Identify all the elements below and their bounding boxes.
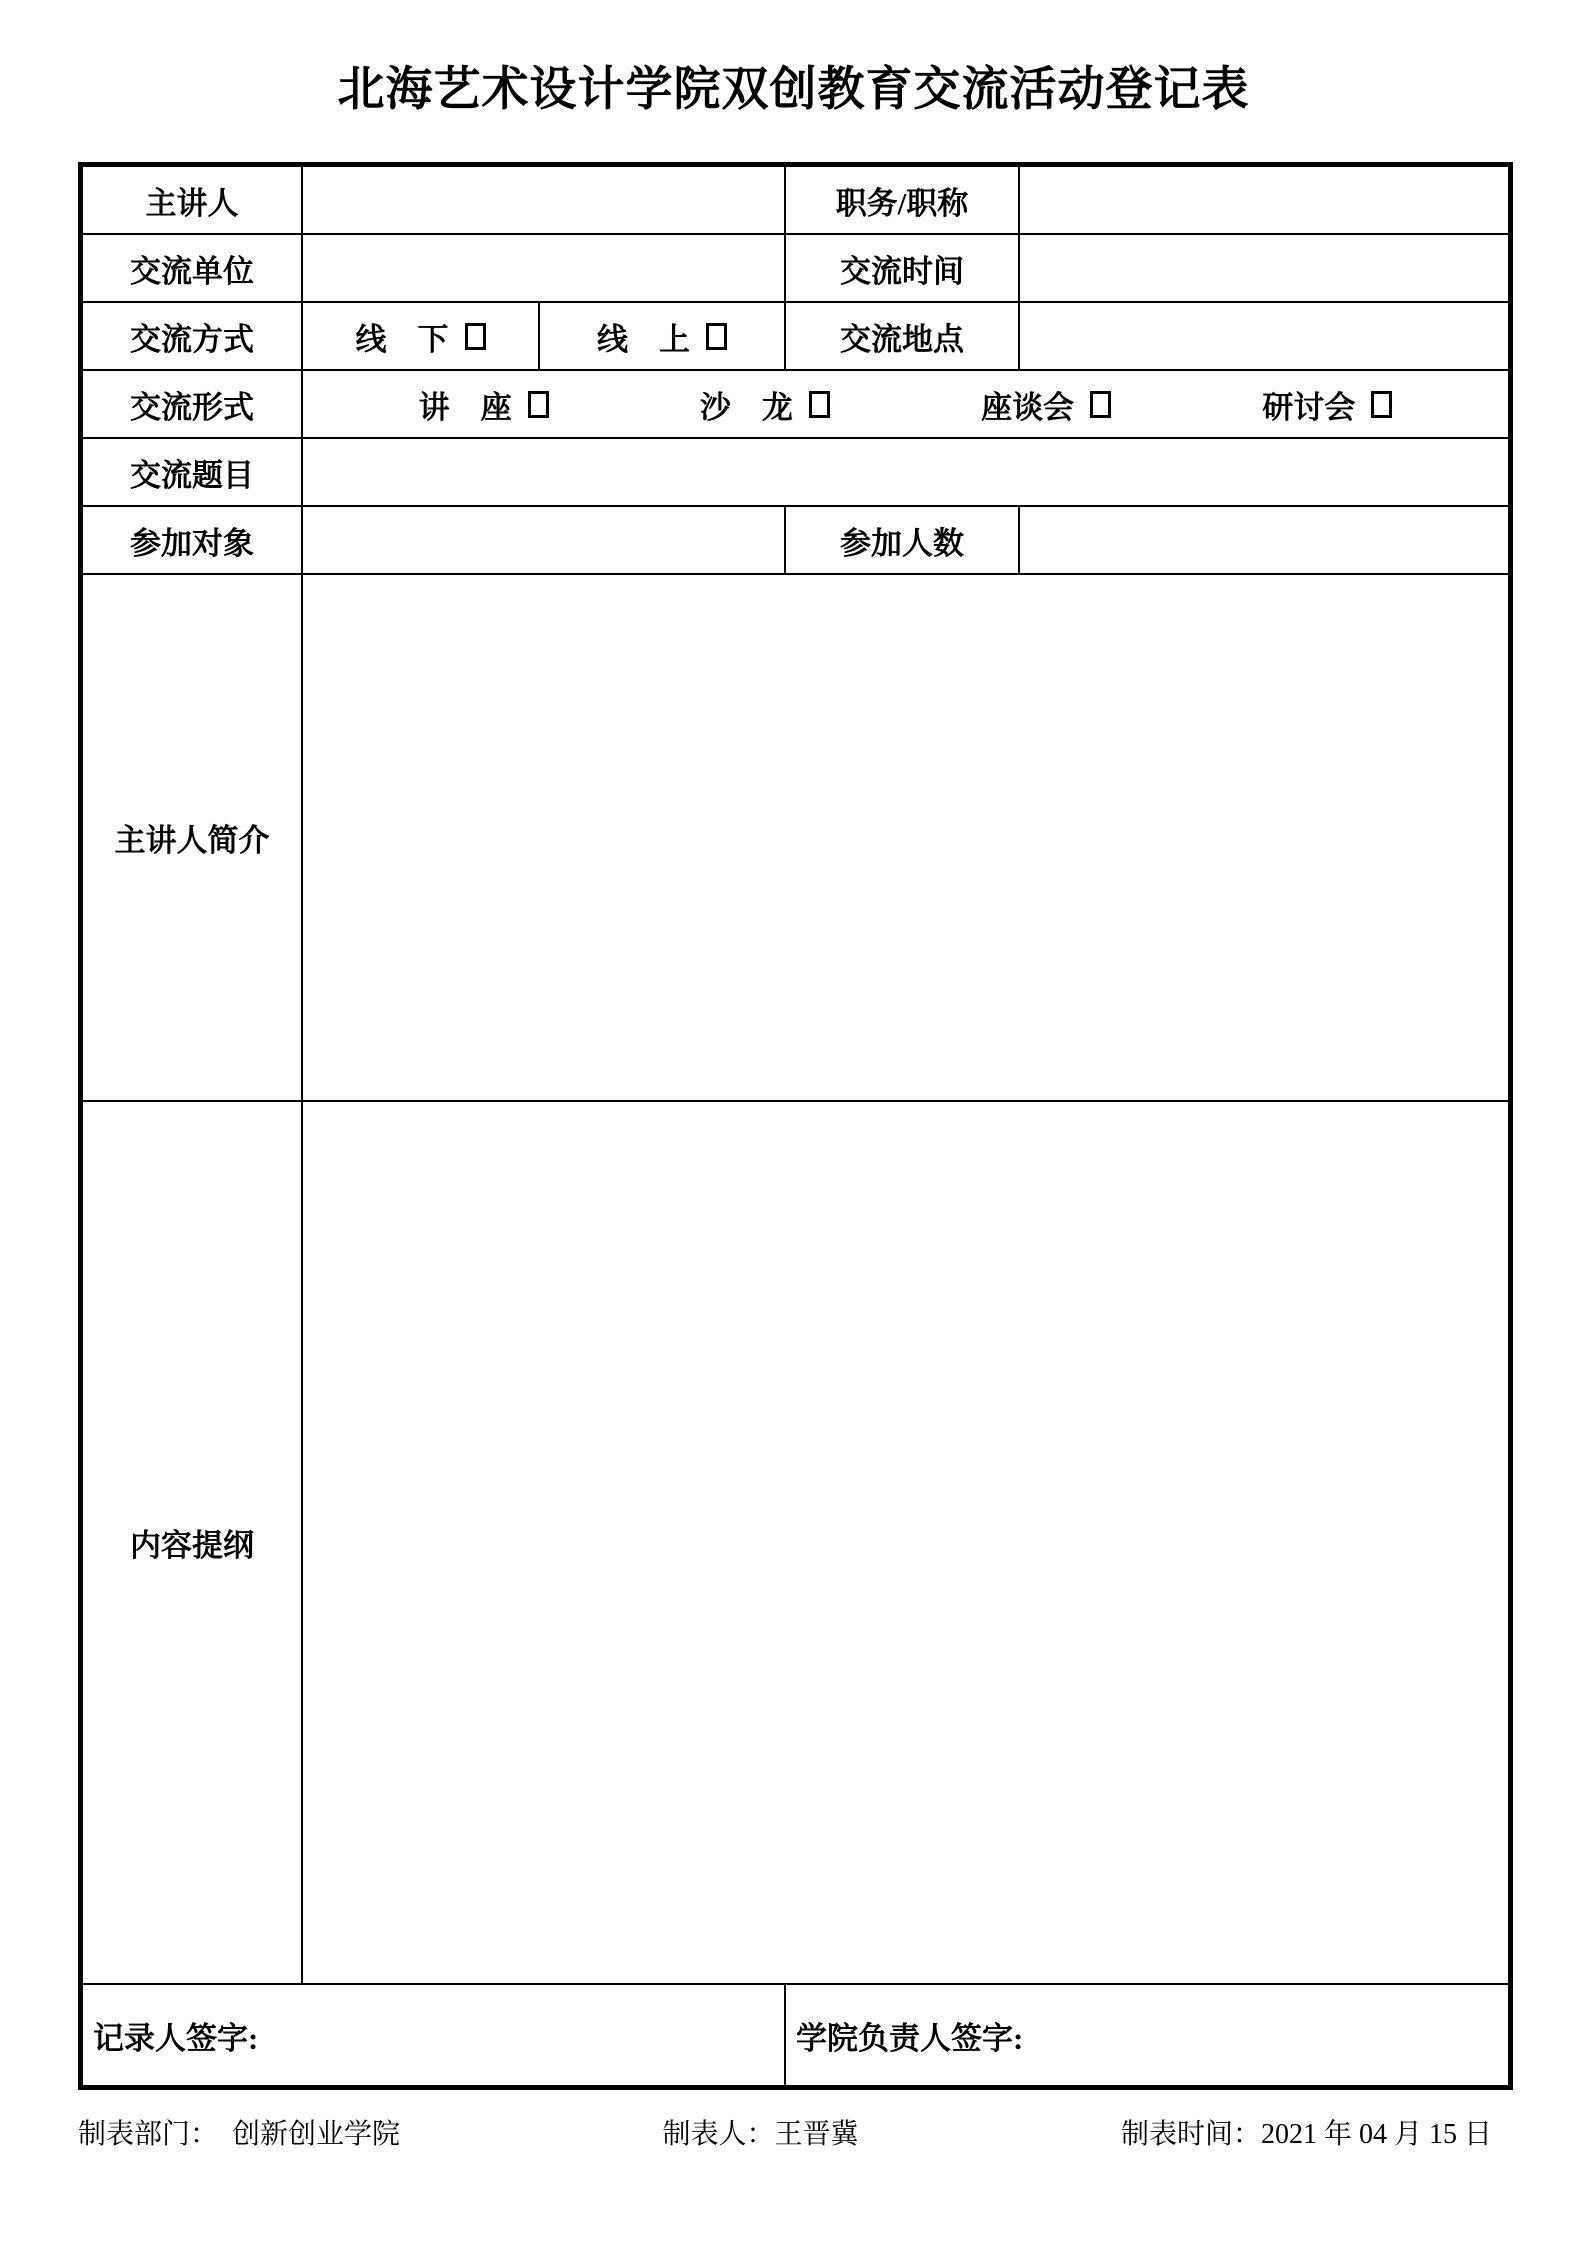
footer-date: 制表时间：2021 年 04 月 15 日 xyxy=(1120,2119,1492,2150)
recorder-signature-cell[interactable] xyxy=(83,1985,786,2085)
online-checkbox[interactable] xyxy=(706,323,727,350)
row-unit xyxy=(83,235,1508,303)
unit-input[interactable] xyxy=(303,235,786,301)
format-seminar-option xyxy=(1262,382,1392,427)
row-method xyxy=(83,303,1508,371)
college-signature-cell[interactable] xyxy=(786,1985,1508,2085)
registration-form-table xyxy=(78,162,1513,2090)
speaker-intro-input[interactable] xyxy=(303,575,1508,1100)
method-online-label: 线 上 xyxy=(597,321,690,357)
speaker-intro-label: 主讲人简介 xyxy=(83,575,303,1100)
topic-input[interactable] xyxy=(303,439,1508,505)
outline-label: 内容提纲 xyxy=(83,1102,303,1983)
format-forum-label: 座谈会 xyxy=(981,389,1075,425)
lecture-checkbox[interactable] xyxy=(528,391,549,418)
location-label: 交流地点 xyxy=(786,303,1020,369)
method-label: 交流方式 xyxy=(83,303,303,369)
seminar-checkbox[interactable] xyxy=(1371,391,1392,418)
method-offline-option xyxy=(356,314,486,359)
speaker-input[interactable] xyxy=(303,167,786,233)
footer-maker: 制表人：王晋冀 xyxy=(662,2119,859,2150)
location-input[interactable] xyxy=(1020,303,1508,369)
footer-department: 制表部门： 创新创业学院 xyxy=(78,2119,401,2150)
method-online-option xyxy=(597,314,727,359)
format-salon-option xyxy=(700,382,830,427)
method-offline-cell xyxy=(303,303,540,369)
format-seminar-label: 研讨会 xyxy=(1262,389,1356,425)
unit-label: 交流单位 xyxy=(83,235,303,301)
form-footer xyxy=(78,2112,1492,2152)
participants-input[interactable] xyxy=(303,507,786,573)
forum-checkbox[interactable] xyxy=(1090,391,1111,418)
page-title: 北海艺术设计学院双创教育交流活动登记表 xyxy=(337,64,1250,116)
format-label: 交流形式 xyxy=(83,371,303,437)
row-speaker xyxy=(83,167,1508,235)
position-label: 职务/职称 xyxy=(786,167,1020,233)
count-label: 参加人数 xyxy=(786,507,1020,573)
row-signatures xyxy=(83,1985,1508,2085)
method-online-cell xyxy=(540,303,786,369)
recorder-signature-label: 记录人签字: xyxy=(93,2020,259,2056)
salon-checkbox[interactable] xyxy=(809,391,830,418)
row-format xyxy=(83,371,1508,439)
time-label: 交流时间 xyxy=(786,235,1020,301)
format-lecture-option xyxy=(419,382,549,427)
speaker-label: 主讲人 xyxy=(83,167,303,233)
row-topic xyxy=(83,439,1508,507)
participants-label: 参加对象 xyxy=(83,507,303,573)
college-signature-label: 学院负责人签字: xyxy=(796,2020,1024,2056)
topic-label: 交流题目 xyxy=(83,439,303,505)
row-outline xyxy=(83,1102,1508,1985)
time-input[interactable] xyxy=(1020,235,1508,301)
offline-checkbox[interactable] xyxy=(465,323,486,350)
row-speaker-intro xyxy=(83,575,1508,1102)
format-forum-option xyxy=(981,382,1111,427)
row-participants xyxy=(83,507,1508,575)
outline-input[interactable] xyxy=(303,1102,1508,1983)
method-offline-label: 线 下 xyxy=(355,321,449,357)
format-lecture-label: 讲 座 xyxy=(418,389,512,425)
position-input[interactable] xyxy=(1020,167,1508,233)
format-options-cell xyxy=(303,371,1508,437)
format-salon-label: 沙 龙 xyxy=(699,389,793,425)
count-input[interactable] xyxy=(1020,507,1508,573)
